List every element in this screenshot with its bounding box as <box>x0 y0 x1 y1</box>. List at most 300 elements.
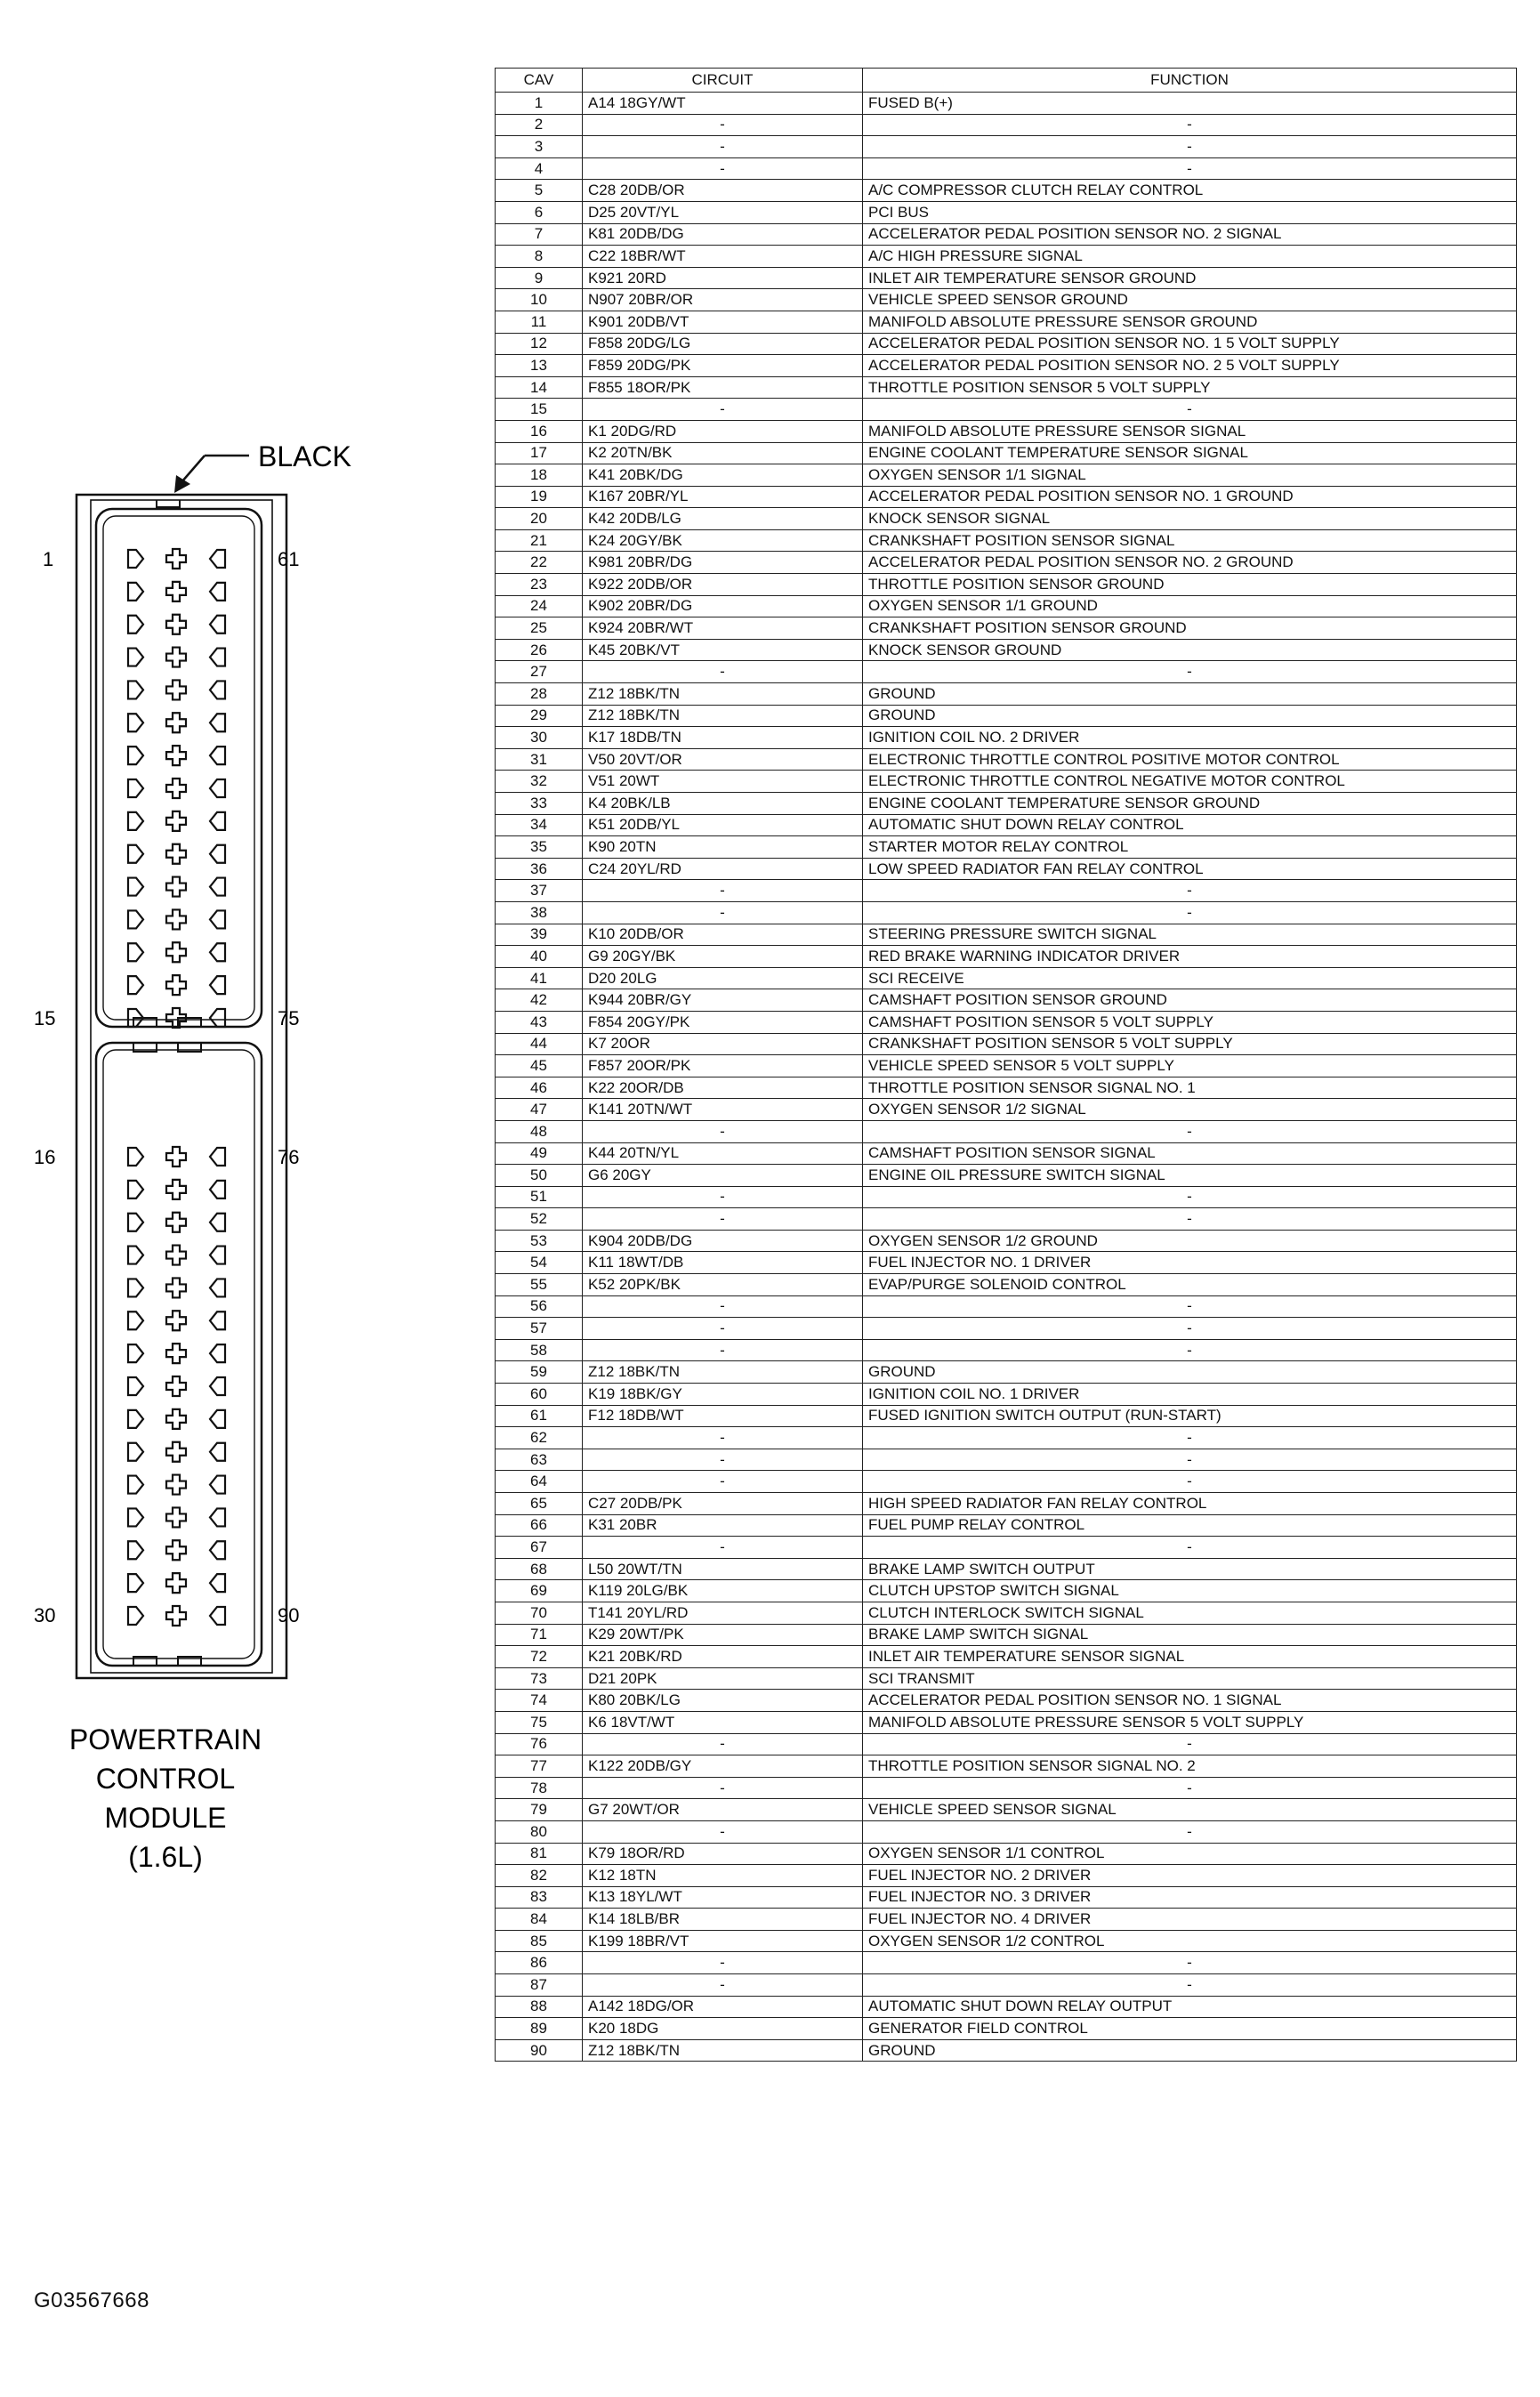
table-row <box>496 1558 1517 1580</box>
table-row <box>496 376 1517 399</box>
cav-number: 29 <box>496 705 583 727</box>
table-row <box>496 1909 1517 1931</box>
circuit-code: - <box>583 880 863 902</box>
table-row <box>496 967 1517 989</box>
circuit-code: K20 18DG <box>583 2018 863 2040</box>
table-row <box>496 748 1517 771</box>
circuit-code: C22 18BR/WT <box>583 246 863 268</box>
circuit-code: - <box>583 1537 863 1559</box>
cav-number: 57 <box>496 1318 583 1340</box>
circuit-function: FUEL INJECTOR NO. 4 DRIVER <box>863 1909 1517 1931</box>
cav-number: 58 <box>496 1339 583 1361</box>
circuit-function: GROUND <box>863 705 1517 727</box>
table-row <box>496 246 1517 268</box>
table-row <box>496 1690 1517 1712</box>
circuit-function: - <box>863 114 1517 136</box>
table-row <box>496 1799 1517 1821</box>
cavity-center <box>166 680 186 699</box>
circuit-code: F857 20OR/PK <box>583 1055 863 1077</box>
circuit-code: K51 20DB/YL <box>583 814 863 836</box>
table-row <box>496 946 1517 968</box>
table-row <box>496 2018 1517 2040</box>
cav-number: 15 <box>496 399 583 421</box>
table-row <box>496 289 1517 311</box>
cav-number: 2 <box>496 114 583 136</box>
cav-number: 62 <box>496 1427 583 1449</box>
header-cav: CAV <box>496 69 583 93</box>
cavity-right <box>210 943 225 961</box>
circuit-code: K1 20DG/RD <box>583 420 863 442</box>
cav-number: 80 <box>496 1820 583 1843</box>
circuit-function: ACCELERATOR PEDAL POSITION SENSOR NO. 2 SIGNAL <box>863 223 1517 246</box>
circuit-function: ACCELERATOR PEDAL POSITION SENSOR NO. 2 5 VOLT SUPPLY <box>863 355 1517 377</box>
cav-number: 87 <box>496 1974 583 1997</box>
cavity-center <box>166 746 186 765</box>
cavity-right <box>210 583 225 601</box>
cavity-right <box>210 1607 225 1625</box>
circuit-function: MANIFOLD ABSOLUTE PRESSURE SENSOR GROUND <box>863 311 1517 333</box>
cav-number: 81 <box>496 1843 583 1865</box>
circuit-function: CAMSHAFT POSITION SENSOR SIGNAL <box>863 1142 1517 1165</box>
circuit-code: Z12 18BK/TN <box>583 683 863 706</box>
cav-number: 64 <box>496 1471 583 1493</box>
pin-label-30: 30 <box>34 1604 56 1626</box>
table-row <box>496 1055 1517 1077</box>
cavity-right <box>210 1311 225 1329</box>
cavity-left <box>128 1214 143 1231</box>
circuit-code: K31 20BR <box>583 1514 863 1537</box>
cav-number: 56 <box>496 1295 583 1318</box>
circuit-function: BRAKE LAMP SWITCH SIGNAL <box>863 1624 1517 1646</box>
circuit-code: K44 20TN/YL <box>583 1142 863 1165</box>
cav-number: 77 <box>496 1755 583 1778</box>
cav-number: 11 <box>496 311 583 333</box>
callout-leader-diag <box>181 456 205 482</box>
cav-number: 90 <box>496 2039 583 2062</box>
circuit-function: - <box>863 1186 1517 1208</box>
cav-number: 82 <box>496 1865 583 1887</box>
cav-number: 51 <box>496 1186 583 1208</box>
caption-line-2: CONTROL <box>95 1763 236 1795</box>
circuit-code: K11 18WT/DB <box>583 1252 863 1274</box>
circuit-function: FUEL INJECTOR NO. 1 DRIVER <box>863 1252 1517 1274</box>
cavity-center <box>166 1475 186 1495</box>
circuit-function: KNOCK SENSOR GROUND <box>863 639 1517 661</box>
cav-number: 85 <box>496 1930 583 1952</box>
circuit-function: CLUTCH UPSTOP SWITCH SIGNAL <box>863 1580 1517 1602</box>
caption-line-3: MODULE <box>104 1802 227 1834</box>
table-row <box>496 1514 1517 1537</box>
cav-number: 42 <box>496 989 583 1012</box>
caption-line-4: (1.6L) <box>128 1841 203 1873</box>
circuit-code: K122 20DB/GY <box>583 1755 863 1778</box>
circuit-code: K81 20DB/DG <box>583 223 863 246</box>
cavity-center <box>166 648 186 667</box>
cav-number: 7 <box>496 223 583 246</box>
circuit-function: - <box>863 1974 1517 1997</box>
table-row <box>496 1142 1517 1165</box>
circuit-function: EVAP/PURGE SOLENOID CONTROL <box>863 1274 1517 1296</box>
circuit-function: STEERING PRESSURE SWITCH SIGNAL <box>863 924 1517 946</box>
circuit-function: - <box>863 661 1517 683</box>
table-row <box>496 223 1517 246</box>
lower-cavity-block-inner <box>103 1050 254 1659</box>
circuit-code: K45 20BK/VT <box>583 639 863 661</box>
cavity-left <box>128 1279 143 1296</box>
table-row <box>496 989 1517 1012</box>
cav-number: 1 <box>496 93 583 115</box>
circuit-function: VEHICLE SPEED SENSOR GROUND <box>863 289 1517 311</box>
cavity-center <box>166 1442 186 1462</box>
circuit-code: - <box>583 1820 863 1843</box>
cavity-left <box>128 1443 143 1461</box>
circuit-function: VEHICLE SPEED SENSOR SIGNAL <box>863 1799 1517 1821</box>
circuit-code: D20 20LG <box>583 967 863 989</box>
cav-number: 60 <box>496 1384 583 1406</box>
table-row <box>496 1493 1517 1515</box>
table-row <box>496 93 1517 115</box>
cav-number: 43 <box>496 1011 583 1033</box>
cav-number: 46 <box>496 1077 583 1099</box>
circuit-function: GROUND <box>863 683 1517 706</box>
circuit-function: AUTOMATIC SHUT DOWN RELAY OUTPUT <box>863 1996 1517 2018</box>
circuit-code: Z12 18BK/TN <box>583 1361 863 1384</box>
table-header-row <box>496 69 1517 93</box>
table-row <box>496 1208 1517 1231</box>
pin-label-75: 75 <box>278 1007 300 1029</box>
circuit-function: CRANKSHAFT POSITION SENSOR SIGNAL <box>863 529 1517 552</box>
circuit-function: - <box>863 1208 1517 1231</box>
circuit-function: - <box>863 1733 1517 1755</box>
cav-number: 71 <box>496 1624 583 1646</box>
circuit-code: - <box>583 1208 863 1231</box>
table-row <box>496 1120 1517 1142</box>
cavity-left <box>128 1247 143 1264</box>
cav-number: 9 <box>496 267 583 289</box>
circuit-code: V50 20VT/OR <box>583 748 863 771</box>
table-row <box>496 1974 1517 1997</box>
circuit-function: HIGH SPEED RADIATOR FAN RELAY CONTROL <box>863 1493 1517 1515</box>
circuit-function: FUSED B(+) <box>863 93 1517 115</box>
circuit-code: - <box>583 157 863 180</box>
cav-number: 30 <box>496 727 583 749</box>
header-circuit: CIRCUIT <box>583 69 863 93</box>
cavity-center <box>166 1376 186 1396</box>
circuit-function: ELECTRONIC THROTTLE CONTROL POSITIVE MOTOR CONTROL <box>863 748 1517 771</box>
cav-number: 65 <box>496 1493 583 1515</box>
lower-cavity-block <box>96 1043 262 1666</box>
circuit-function: - <box>863 157 1517 180</box>
table-row <box>496 1339 1517 1361</box>
table-row <box>496 1033 1517 1055</box>
cavity-left <box>128 649 143 666</box>
figure-id: G03567668 <box>34 2288 149 2312</box>
circuit-function: GENERATOR FIELD CONTROL <box>863 2018 1517 2040</box>
cavity-left <box>128 878 143 896</box>
circuit-code: - <box>583 1339 863 1361</box>
circuit-code: K4 20BK/LB <box>583 793 863 815</box>
cavity-left <box>128 845 143 863</box>
cav-number: 25 <box>496 617 583 640</box>
circuit-code: G7 20WT/OR <box>583 1799 863 1821</box>
cav-number: 40 <box>496 946 583 968</box>
circuit-code: - <box>583 901 863 924</box>
connector-color-label: BLACK <box>258 440 351 472</box>
cav-number: 68 <box>496 1558 583 1580</box>
cavity-center <box>166 844 186 864</box>
cav-number: 52 <box>496 1208 583 1231</box>
circuit-function: SCI TRANSMIT <box>863 1667 1517 1690</box>
table-row <box>496 1186 1517 1208</box>
cavity-right <box>210 681 225 698</box>
cav-number: 21 <box>496 529 583 552</box>
cav-number: 89 <box>496 2018 583 2040</box>
circuit-function: KNOCK SENSOR SIGNAL <box>863 508 1517 530</box>
table-row <box>496 1537 1517 1559</box>
cavity-left <box>128 943 143 961</box>
cav-number: 66 <box>496 1514 583 1537</box>
table-row <box>496 1361 1517 1384</box>
circuit-code: - <box>583 399 863 421</box>
cav-number: 55 <box>496 1274 583 1296</box>
cavity-left <box>128 1574 143 1592</box>
circuit-function: FUEL INJECTOR NO. 3 DRIVER <box>863 1886 1517 1909</box>
circuit-code: K19 18BK/GY <box>583 1384 863 1406</box>
circuit-function: CRANKSHAFT POSITION SENSOR 5 VOLT SUPPLY <box>863 1033 1517 1055</box>
cavity-left <box>128 1541 143 1559</box>
cav-number: 47 <box>496 1099 583 1121</box>
circuit-function: A/C COMPRESSOR CLUTCH RELAY CONTROL <box>863 180 1517 202</box>
table-row <box>496 1471 1517 1493</box>
circuit-code: N907 20BR/OR <box>583 289 863 311</box>
cav-number: 53 <box>496 1230 583 1252</box>
table-row <box>496 180 1517 202</box>
cav-number: 35 <box>496 836 583 859</box>
cav-number: 38 <box>496 901 583 924</box>
pin-label-15: 15 <box>34 1007 56 1029</box>
cav-number: 63 <box>496 1449 583 1471</box>
circuit-function: SCI RECEIVE <box>863 967 1517 989</box>
cav-number: 70 <box>496 1602 583 1624</box>
circuit-code: G6 20GY <box>583 1165 863 1187</box>
circuit-function: GROUND <box>863 2039 1517 2062</box>
table-row <box>496 114 1517 136</box>
table-row <box>496 595 1517 617</box>
circuit-code: K167 20BR/YL <box>583 486 863 508</box>
cavity-center <box>166 1409 186 1429</box>
cavity-left <box>128 1607 143 1625</box>
circuit-code: F12 18DB/WT <box>583 1405 863 1427</box>
table-row <box>496 486 1517 508</box>
circuit-code: - <box>583 1120 863 1142</box>
circuit-code: K199 18BR/VT <box>583 1930 863 1952</box>
circuit-code: - <box>583 1186 863 1208</box>
circuit-function: MANIFOLD ABSOLUTE PRESSURE SENSOR SIGNAL <box>863 420 1517 442</box>
table-row <box>496 201 1517 223</box>
cavity-right <box>210 1009 225 1027</box>
cav-number: 26 <box>496 639 583 661</box>
table-row <box>496 1755 1517 1778</box>
circuit-function: GROUND <box>863 1361 1517 1384</box>
cavity-right <box>210 747 225 764</box>
circuit-code: - <box>583 1295 863 1318</box>
circuit-function: ACCELERATOR PEDAL POSITION SENSOR NO. 1 SIGNAL <box>863 1690 1517 1712</box>
circuit-code: K42 20DB/LG <box>583 508 863 530</box>
table-row <box>496 1077 1517 1099</box>
circuit-function: ELECTRONIC THROTTLE CONTROL NEGATIVE MOTOR CONTROL <box>863 771 1517 793</box>
circuit-code: T141 20YL/RD <box>583 1602 863 1624</box>
circuit-function: - <box>863 1952 1517 1974</box>
table-row <box>496 1733 1517 1755</box>
cav-number: 59 <box>496 1361 583 1384</box>
cavity-center <box>166 1246 186 1265</box>
cav-number: 69 <box>496 1580 583 1602</box>
circuit-function: THROTTLE POSITION SENSOR 5 VOLT SUPPLY <box>863 376 1517 399</box>
circuit-code: K13 18YL/WT <box>583 1886 863 1909</box>
cav-number: 67 <box>496 1537 583 1559</box>
circuit-function: OXYGEN SENSOR 1/2 GROUND <box>863 1230 1517 1252</box>
circuit-code: - <box>583 114 863 136</box>
cav-number: 28 <box>496 683 583 706</box>
circuit-function: VEHICLE SPEED SENSOR 5 VOLT SUPPLY <box>863 1055 1517 1077</box>
table-row <box>496 1667 1517 1690</box>
circuit-code: - <box>583 1427 863 1449</box>
circuit-code: C27 20DB/PK <box>583 1493 863 1515</box>
cav-number: 10 <box>496 289 583 311</box>
table-row <box>496 1624 1517 1646</box>
cav-number: 72 <box>496 1646 583 1668</box>
cav-number: 8 <box>496 246 583 268</box>
circuit-code: K904 20DB/DG <box>583 1230 863 1252</box>
cavity-center <box>166 1311 186 1330</box>
cavity-left <box>128 681 143 698</box>
table-row <box>496 1011 1517 1033</box>
cav-number: 13 <box>496 355 583 377</box>
cavity-right <box>210 1410 225 1428</box>
pinout-table-body <box>496 93 1517 2062</box>
table-row <box>496 2039 1517 2062</box>
cavity-center <box>166 779 186 798</box>
cavity-right <box>210 1541 225 1559</box>
cav-number: 18 <box>496 464 583 487</box>
table-row <box>496 858 1517 880</box>
circuit-function: OXYGEN SENSOR 1/2 CONTROL <box>863 1930 1517 1952</box>
table-row <box>496 574 1517 596</box>
cavity-center <box>166 615 186 634</box>
circuit-code: K119 20LG/BK <box>583 1580 863 1602</box>
cavity-center <box>166 582 186 601</box>
circuit-code: - <box>583 1449 863 1471</box>
table-row <box>496 267 1517 289</box>
circuit-code: K14 18LB/BR <box>583 1909 863 1931</box>
circuit-code: - <box>583 1733 863 1755</box>
circuit-code: A142 18DG/OR <box>583 1996 863 2018</box>
circuit-function: CRANKSHAFT POSITION SENSOR GROUND <box>863 617 1517 640</box>
cavity-left <box>128 714 143 731</box>
cavity-center <box>166 1606 186 1626</box>
cav-number: 86 <box>496 1952 583 1974</box>
cav-number: 17 <box>496 442 583 464</box>
cav-number: 49 <box>496 1142 583 1165</box>
cav-number: 76 <box>496 1733 583 1755</box>
table-row <box>496 1099 1517 1121</box>
circuit-code: K22 20OR/DB <box>583 1077 863 1099</box>
cavity-right <box>210 1508 225 1526</box>
cavity-center <box>166 909 186 929</box>
table-row <box>496 1952 1517 1974</box>
circuit-code: - <box>583 1974 863 1997</box>
cav-number: 61 <box>496 1405 583 1427</box>
circuit-code: K10 20DB/OR <box>583 924 863 946</box>
table-row <box>496 355 1517 377</box>
circuit-function: ENGINE COOLANT TEMPERATURE SENSOR SIGNAL <box>863 442 1517 464</box>
cavity-left <box>128 1148 143 1166</box>
cavity-right <box>210 976 225 994</box>
cavity-right <box>210 779 225 797</box>
cavity-right <box>210 1344 225 1362</box>
circuit-code: K29 20WT/PK <box>583 1624 863 1646</box>
table-row <box>496 683 1517 706</box>
pin-label-61: 61 <box>278 548 300 570</box>
cavity-right <box>210 1574 225 1592</box>
cav-number: 3 <box>496 136 583 158</box>
circuit-code: K141 20TN/WT <box>583 1099 863 1121</box>
table-row <box>496 157 1517 180</box>
circuit-code: Z12 18BK/TN <box>583 2039 863 2062</box>
table-row <box>496 880 1517 902</box>
cavity-right <box>210 1443 225 1461</box>
circuit-function: OXYGEN SENSOR 1/1 CONTROL <box>863 1843 1517 1865</box>
cav-number: 23 <box>496 574 583 596</box>
circuit-function: ENGINE COOLANT TEMPERATURE SENSOR GROUND <box>863 793 1517 815</box>
cavity-right <box>210 1214 225 1231</box>
circuit-code: A14 18GY/WT <box>583 93 863 115</box>
latch-notches <box>133 500 201 1666</box>
cav-number: 5 <box>496 180 583 202</box>
cavity-right <box>210 1377 225 1395</box>
pin-label-1: 1 <box>43 548 54 570</box>
cavity-left <box>128 1410 143 1428</box>
circuit-code: K921 20RD <box>583 267 863 289</box>
table-row <box>496 771 1517 793</box>
cav-number: 4 <box>496 157 583 180</box>
cavity-left <box>128 583 143 601</box>
circuit-code: K90 20TN <box>583 836 863 859</box>
table-row <box>496 1580 1517 1602</box>
table-row <box>496 814 1517 836</box>
cav-number: 39 <box>496 924 583 946</box>
cav-number: 83 <box>496 1886 583 1909</box>
circuit-function: CLUTCH INTERLOCK SWITCH SIGNAL <box>863 1602 1517 1624</box>
table-row <box>496 1711 1517 1733</box>
circuit-function: - <box>863 1339 1517 1361</box>
cav-number: 44 <box>496 1033 583 1055</box>
circuit-code: K12 18TN <box>583 1865 863 1887</box>
circuit-code: D25 20VT/YL <box>583 201 863 223</box>
table-row <box>496 311 1517 333</box>
cavity-left <box>128 1476 143 1494</box>
cav-number: 19 <box>496 486 583 508</box>
cavity-center <box>166 549 186 569</box>
circuit-function: ACCELERATOR PEDAL POSITION SENSOR NO. 2 GROUND <box>863 552 1517 574</box>
cavity-right <box>210 878 225 896</box>
table-row <box>496 1274 1517 1296</box>
cav-number: 12 <box>496 333 583 355</box>
cavity-left <box>128 779 143 797</box>
table-row <box>496 1930 1517 1952</box>
cav-number: 54 <box>496 1252 583 1274</box>
circuit-function: OXYGEN SENSOR 1/1 GROUND <box>863 595 1517 617</box>
